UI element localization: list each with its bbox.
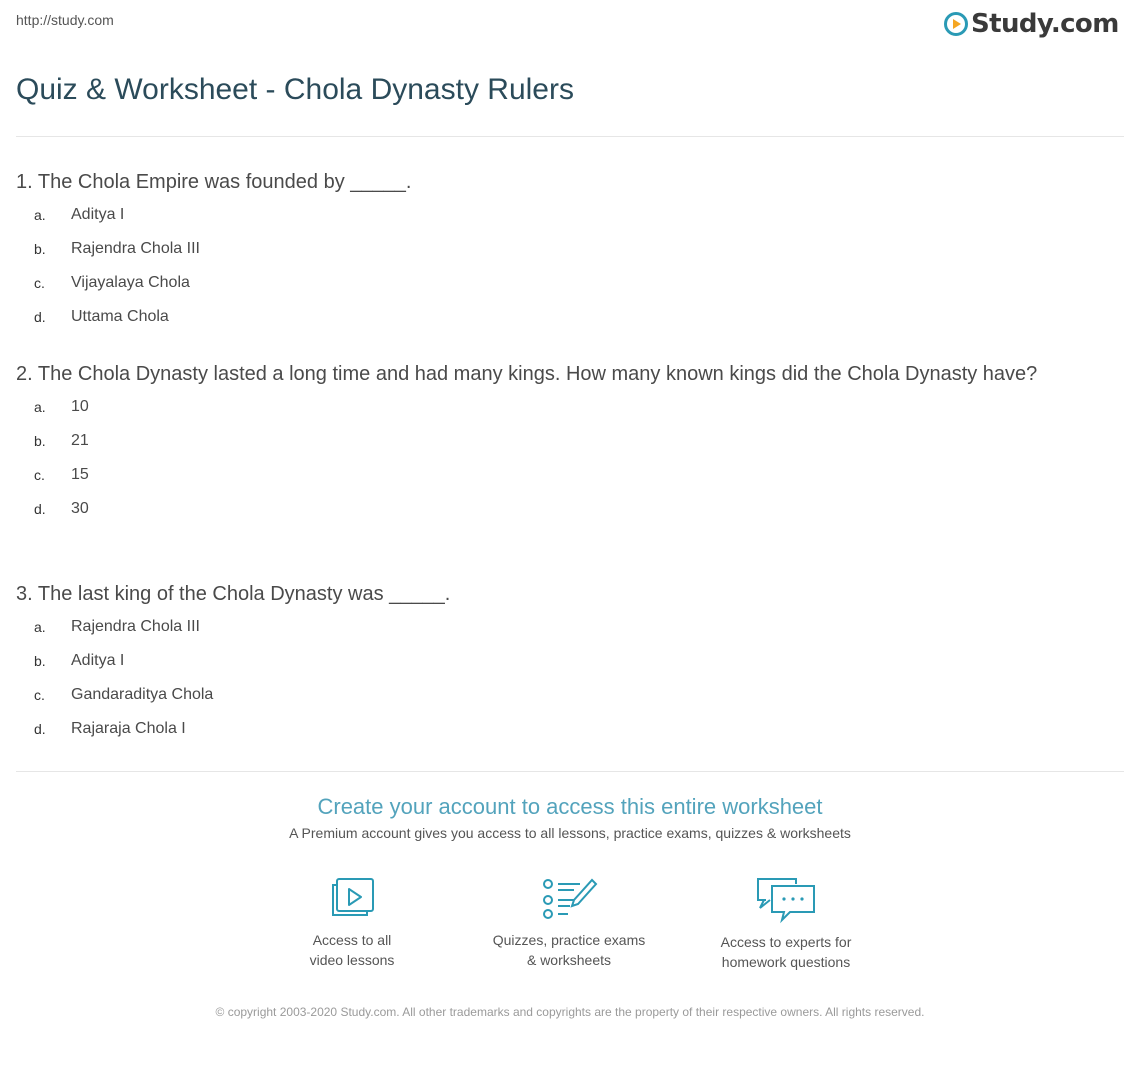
answer-letter: a. <box>34 399 46 415</box>
answer-text: 30 <box>71 500 89 517</box>
cta-subtitle: A Premium account gives you access to all lessons, practice exams, quizzes & worksheets <box>289 825 851 841</box>
answer-option <box>16 232 1106 266</box>
answer-letter: a. <box>34 207 46 223</box>
question-2 <box>16 360 1106 526</box>
feature-label <box>459 930 679 970</box>
feature-video-lessons <box>242 876 462 970</box>
answer-option <box>16 610 1106 644</box>
answer-option <box>16 424 1106 458</box>
answer-option <box>16 198 1106 232</box>
chat-bubbles-icon <box>754 876 818 924</box>
answer-text: Gandaraditya Chola <box>71 686 214 703</box>
answer-option <box>16 492 1106 526</box>
answer-list <box>16 610 1106 746</box>
copyright-notice: © copyright 2003-2020 Study.com. All other trademarks and copyrights are the property of their respective owners. All rights reserved. <box>215 1005 925 1019</box>
answer-letter: b. <box>34 653 46 669</box>
answer-text: Rajendra Chola III <box>71 240 200 257</box>
answer-list <box>16 390 1106 526</box>
feature-label <box>242 930 462 970</box>
answer-option <box>16 644 1106 678</box>
answer-letter: d. <box>34 309 46 325</box>
create-account-link[interactable]: Create your account to access this entire worksheet <box>317 794 823 819</box>
answer-text: 21 <box>71 432 89 449</box>
answer-letter: a. <box>34 619 46 635</box>
site-url: http://study.com <box>16 12 114 28</box>
answer-text: Rajaraja Chola I <box>71 720 186 737</box>
feature-label-line: Access to experts for <box>720 934 852 950</box>
feature-label-line: video lessons <box>309 952 395 968</box>
feature-label-line: homework questions <box>721 954 851 970</box>
answer-letter: c. <box>34 467 45 483</box>
answer-letter: d. <box>34 501 46 517</box>
answer-text: 15 <box>71 466 89 483</box>
feature-label-line: Access to all <box>312 932 392 948</box>
answer-option <box>16 458 1106 492</box>
answer-text: Vijayalaya Chola <box>71 274 190 291</box>
feature-label-line: Quizzes, practice exams <box>492 932 646 948</box>
cta-divider <box>16 771 1124 772</box>
title-divider <box>16 136 1124 137</box>
answer-option <box>16 266 1106 300</box>
feature-label-line: & worksheets <box>526 952 612 968</box>
answer-letter: c. <box>34 275 45 291</box>
answer-text: Aditya I <box>71 652 125 669</box>
answer-text: 10 <box>71 398 89 415</box>
question-3 <box>16 580 1106 746</box>
answer-option <box>16 300 1106 334</box>
video-lessons-icon <box>325 876 379 922</box>
question-text: 2. The Chola Dynasty lasted a long time and had many kings. How many known kings did the Chola Dynasty have? <box>16 363 1038 385</box>
answer-option <box>16 678 1106 712</box>
question-text: 1. The Chola Empire was founded by _____. <box>16 171 412 193</box>
answer-letter: b. <box>34 241 46 257</box>
page-title: Quiz & Worksheet - Chola Dynasty Rulers <box>16 73 574 106</box>
feature-quizzes <box>459 876 679 970</box>
feature-label <box>676 932 896 972</box>
question-1 <box>16 168 1106 334</box>
logo-text: Study.com <box>971 9 1119 39</box>
answer-text: Aditya I <box>71 206 125 223</box>
answer-option <box>16 712 1106 746</box>
feature-experts <box>676 876 896 972</box>
answer-text: Uttama Chola <box>71 308 169 325</box>
answer-letter: b. <box>34 433 46 449</box>
quiz-checklist-icon <box>540 876 598 922</box>
answer-letter: c. <box>34 687 45 703</box>
answer-text: Rajendra Chola III <box>71 618 200 635</box>
answer-letter: d. <box>34 721 46 737</box>
study-logo[interactable] <box>944 7 1119 41</box>
answer-list <box>16 198 1106 334</box>
question-text: 3. The last king of the Chola Dynasty was _____. <box>16 583 451 605</box>
study-logo-icon <box>944 12 968 36</box>
answer-option <box>16 390 1106 424</box>
